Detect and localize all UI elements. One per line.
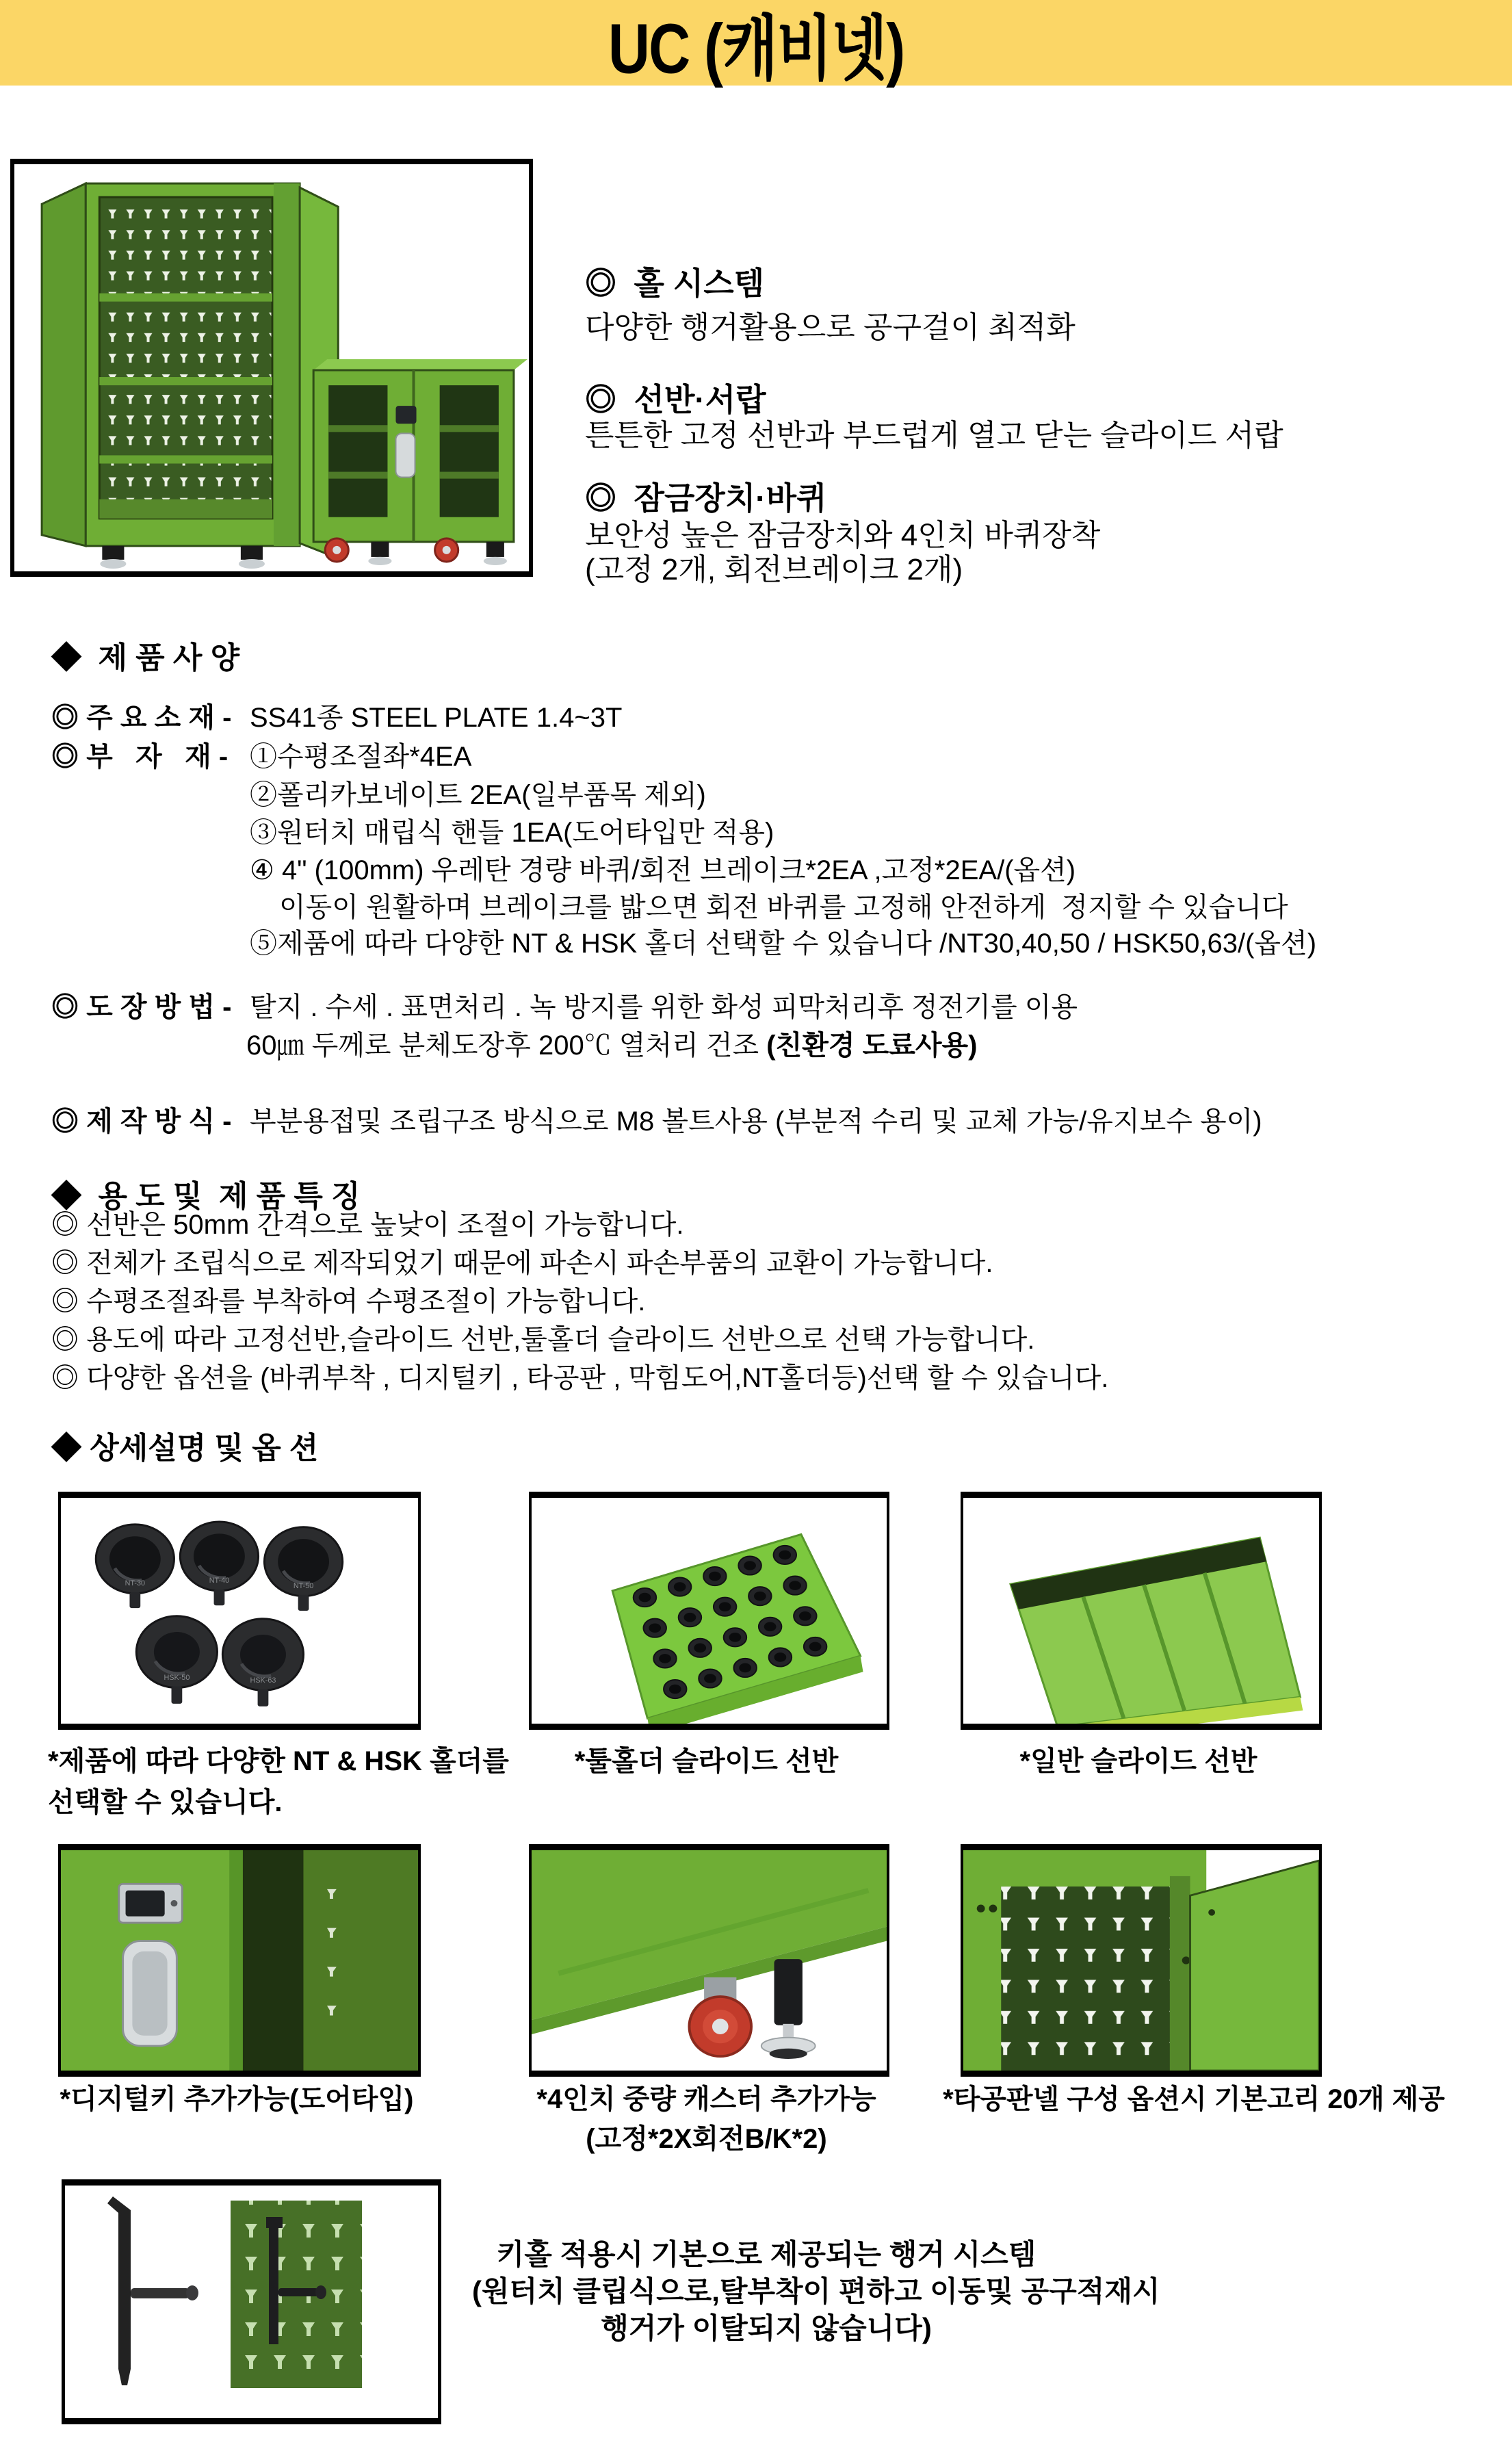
feature-hole-text: 다양한 행거활용으로 공구걸이 최적화 (585, 311, 1076, 344)
spec-material-value: SS41종 STEEL PLATE 1.4~3T (250, 703, 623, 733)
holder (180, 1522, 258, 1605)
caption-pegboard: *타공판넬 구성 옵션시 기본고리 20개 제공 (943, 2084, 1445, 2114)
toolholder-shelf-photo (529, 1492, 889, 1730)
caster-hub (333, 546, 341, 554)
usage-item: ◎ 용도에 따라 고정선반,슬라이드 선반,툴홀더 슬라이드 선반으로 선택 가능합니다. (51, 1325, 1035, 1355)
spec-parts-item4: ④ 4" (100mm) 우레탄 경량 바퀴/회전 브레이크*2EA ,고정*2EA/(옵션) (250, 855, 1076, 885)
hanger-rod (131, 2288, 190, 2298)
cabinet-photo (10, 159, 533, 577)
slide-shelf-photo (961, 1492, 1322, 1730)
spec-coating-label: ◎ 도 장 방 법 - (51, 992, 232, 1022)
foot-base (368, 557, 391, 565)
coating-line2-text: 60㎛ 두께로 분체도장후 200℃ 열처리 건조 (246, 1030, 767, 1061)
coating-line2-bold: (친환경 도료사용) (766, 1030, 978, 1061)
spec-coating-line2 (246, 1029, 977, 1062)
holder (136, 1616, 217, 1704)
foot-base (484, 557, 507, 565)
holder (264, 1527, 342, 1611)
shelf (99, 294, 272, 302)
leveling-foot (241, 546, 263, 560)
mounted-rod-cap (315, 2285, 326, 2299)
cabinet-illustration (14, 164, 529, 571)
leveling-foot (486, 542, 504, 557)
usage-section-title: ◆ 용 도 및 제 품 특 징 (51, 1180, 361, 1213)
shelf (99, 455, 272, 463)
caption-holders-line2: 선택할 수 있습니다. (48, 1787, 283, 1817)
leveler-body (774, 1959, 803, 2025)
usage-item: ◎ 선반은 50mm 간격으로 높낮이 조절이 가능합니다. (51, 1210, 684, 1240)
slide-shelf-illustration (963, 1498, 1319, 1724)
usage-item: ◎ 수평조절좌를 부착하여 수평조절이 가능합니다. (51, 1286, 646, 1317)
usage-item: ◎ 전체가 조립식으로 제작되었기 때문에 파손시 파손부품의 교환이 가능합니다. (51, 1248, 993, 1278)
svg-text:NT-40: NT-40 (209, 1577, 230, 1585)
caster-hub (443, 546, 451, 554)
caption-toolholder-shelf: *툴홀더 슬라이드 선반 (574, 1746, 839, 1776)
leveling-foot (102, 546, 124, 560)
mounted-hanger-rod (278, 2288, 318, 2296)
hanger-plate (118, 2210, 131, 2369)
window-shelf (440, 472, 499, 479)
caster-photo (529, 1844, 889, 2077)
page-title: UC (캐비넷) (608, 10, 904, 88)
feature-lock-heading: ◎ 잠금장치·바퀴 (585, 480, 827, 516)
caption-digital-key: *디지털키 추가가능(도어타입) (60, 2084, 414, 2114)
holder (222, 1619, 303, 1707)
window-shelf (328, 425, 387, 432)
screw-dot (1182, 1956, 1190, 1964)
hanger-text-line2: (원터치 클립식으로,탈부착이 편하고 이동및 공구적재시 (472, 2275, 1160, 2307)
pegboard-panel (1001, 1886, 1170, 2071)
small-cabinet-top (313, 359, 527, 370)
screw-dot (1208, 1909, 1215, 1915)
spec-parts-item3: ③원터치 매립식 핸들 1EA(도어타입만 적용) (250, 818, 774, 848)
leveler-pad (770, 2049, 807, 2059)
feature-shelf-text: 튼튼한 고정 선반과 부드럽게 열고 닫는 슬라이드 서랍 (585, 419, 1283, 452)
feature-lock-text1: 보안성 높은 잠금장치와 4인치 바퀴장착 (585, 519, 1101, 552)
pegboard-panel-illustration (963, 1850, 1319, 2071)
svg-text:NT-50: NT-50 (293, 1582, 314, 1590)
svg-text:HSK-63: HSK-63 (250, 1676, 276, 1685)
keypad-screen (126, 1891, 165, 1917)
toolholder-shelf-illustration (532, 1498, 887, 1724)
caster-illustration (532, 1850, 887, 2071)
title-banner (0, 0, 1512, 86)
holder (96, 1525, 174, 1608)
spec-parts-label: ◎ 부 자 재 - (51, 742, 229, 772)
foot-base (239, 559, 265, 569)
options-section-title: ◆ 상세설명 및 옵 션 (51, 1431, 319, 1465)
door-gap (229, 1850, 243, 2071)
screw-dot (977, 1905, 985, 1912)
spec-section-title: ◆ 제 품 사 양 (51, 641, 240, 675)
spec-parts-value: ①수평조절좌*4EA (250, 742, 472, 772)
spec-parts-item4-note: 이동이 원활하며 브레이크를 밟으면 회전 바퀴를 고정해 안전하게 정지할 수 있습니다 (279, 892, 1288, 922)
spec-method-label: ◎ 제 작 방 식 - (51, 1106, 232, 1137)
svg-text:NT-30: NT-30 (125, 1579, 146, 1588)
cabinet-floor (99, 500, 272, 519)
shelf (99, 377, 272, 385)
foot-base (100, 559, 126, 569)
leveling-foot (371, 542, 389, 557)
caption-caster-line1: *4인치 중량 캐스터 추가가능 (536, 2084, 876, 2114)
cabinet-shadow (243, 1850, 304, 2071)
keypad-dot (171, 1900, 178, 1906)
spec-method-value: 부분용접및 조립구조 방식으로 M8 볼트사용 (부분적 수리 및 교체 가능/유지보수 용이) (250, 1106, 1262, 1137)
open-door (1190, 1860, 1319, 2071)
handle-grip (132, 1951, 167, 2036)
window-shelf (440, 425, 499, 432)
holders-illustration (61, 1498, 418, 1724)
pegboard-interior (99, 197, 272, 519)
side-panel (304, 1850, 418, 2071)
digital-key-illustration (61, 1850, 418, 2071)
mounted-hanger-plate (269, 2220, 278, 2344)
spec-material-label: ◎ 주 요 소 재 - (51, 703, 232, 733)
feature-hole-heading: ◎ 홀 시스템 (585, 265, 765, 301)
spec-coating-line1: 탈지 . 수세 . 표면처리 . 녹 방지를 위한 화성 피막처리후 정전기를 이용 (250, 992, 1078, 1022)
caption-slide-shelf: *일반 슬라이드 선반 (1019, 1746, 1257, 1776)
open-left-door (42, 183, 86, 546)
frame-column (1170, 1876, 1190, 2071)
hanger-text-line1: 키홀 적용시 기본으로 제공되는 행거 시스템 (496, 2238, 1037, 2270)
hanger-photo (62, 2179, 441, 2424)
digital-key-photo (58, 1844, 421, 2077)
hanger-text-line3: 행거가 이탈되지 않습니다) (601, 2312, 932, 2344)
mounted-hanger-clip (266, 2217, 283, 2228)
door-handle (395, 433, 415, 477)
door-window (440, 385, 499, 517)
nt-hsk-holders-photo (58, 1492, 421, 1730)
spec-parts-item5: ⑤제품에 따라 다양한 NT & HSK 홀더 선택할 수 있습니다 /NT30,40,50 / HSK50,63/(옵션) (250, 929, 1317, 959)
door-window (328, 385, 387, 517)
window-shelf (328, 472, 387, 479)
hanger-illustration (65, 2186, 438, 2418)
digital-keypad (395, 406, 416, 424)
screw-dot (989, 1905, 997, 1912)
caption-caster-line2: (고정*2X회전B/K*2) (586, 2124, 827, 2154)
svg-text:HSK-50: HSK-50 (164, 1674, 190, 1682)
rod-cap (186, 2285, 198, 2300)
feature-shelf-heading: ◎ 선반·서랍 (585, 382, 766, 417)
caption-holders-line1: *제품에 따라 다양한 NT & HSK 홀더를 (48, 1746, 509, 1776)
pegboard-panel-photo (961, 1844, 1322, 2077)
usage-item: ◎ 다양한 옵션을 (바퀴부착 , 디지털키 , 타공판 , 막힘도어,NT홀더등)선택 할 수 있습니다. (51, 1363, 1109, 1393)
feature-lock-text2: (고정 2개, 회전브레이크 2개) (585, 553, 963, 586)
frame-column (274, 183, 300, 546)
wheel-hub (712, 2019, 729, 2034)
spec-parts-item2: ②폴리카보네이트 2EA(일부품목 제외) (250, 780, 706, 810)
